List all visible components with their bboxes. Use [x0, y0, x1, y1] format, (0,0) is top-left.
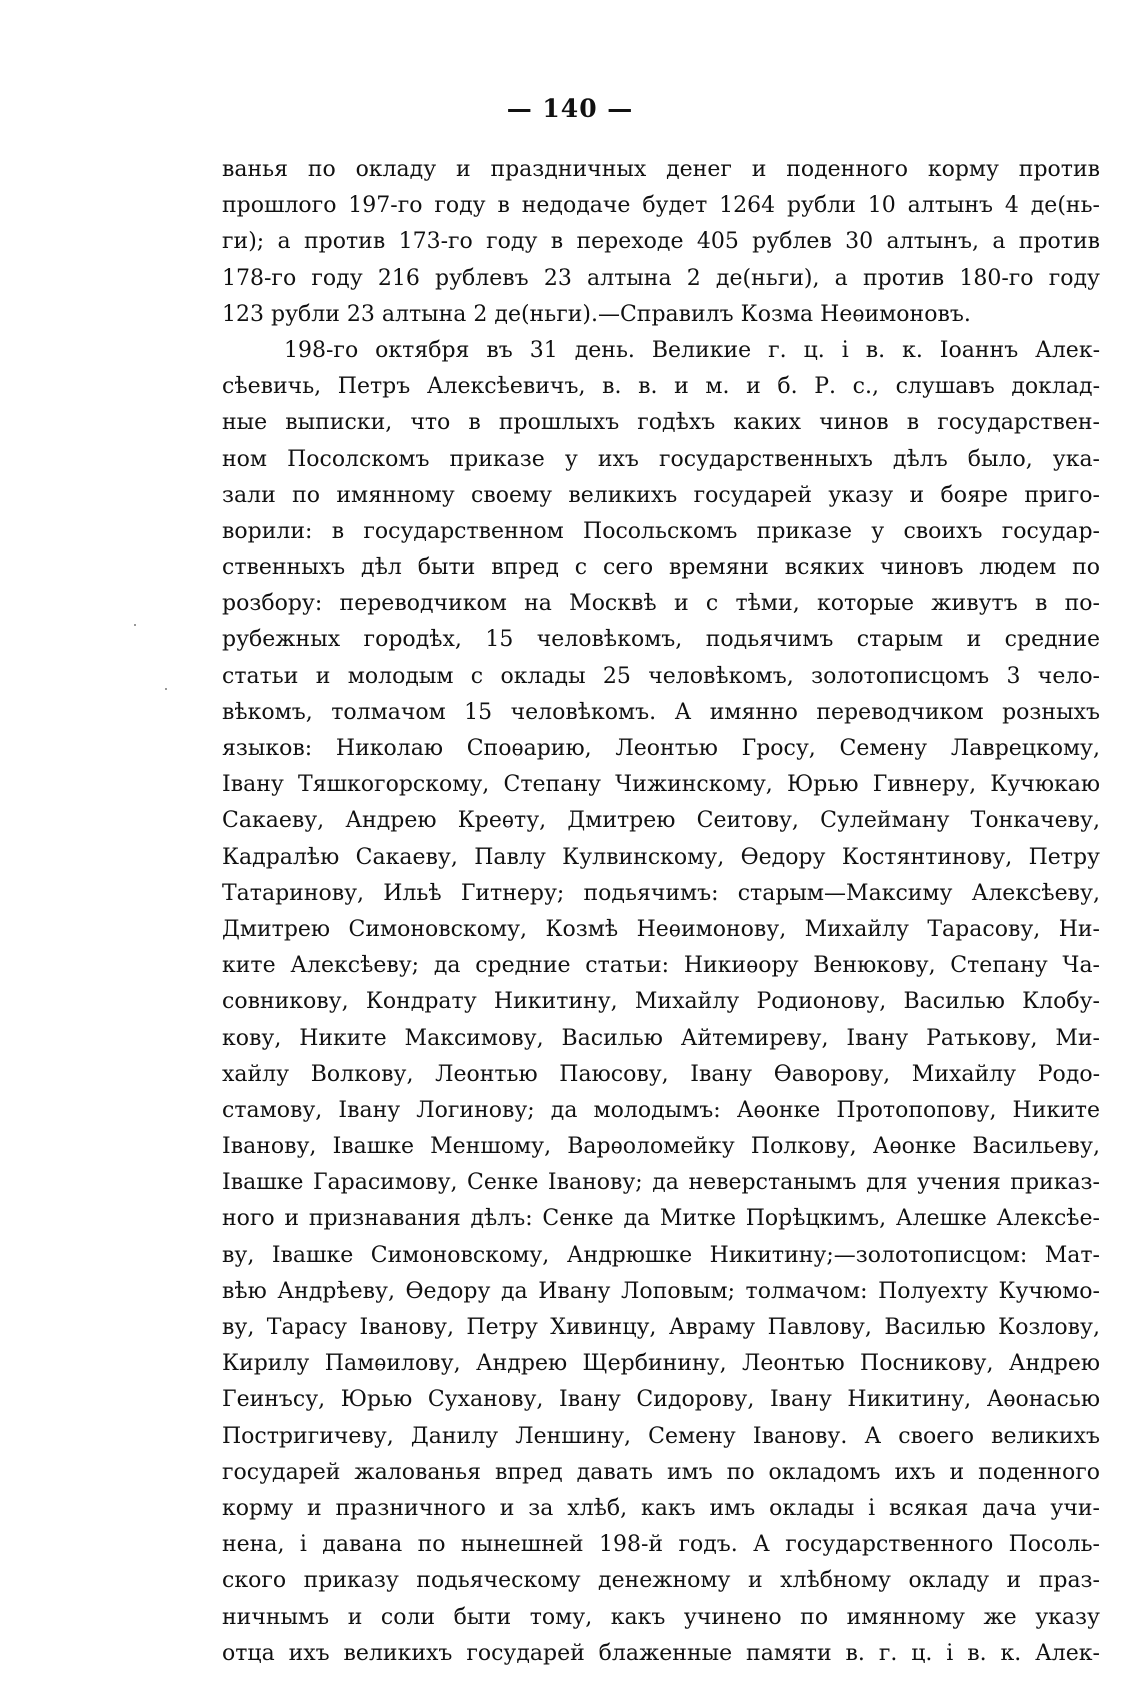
text-line: ного и признавания дѣлъ: Сенке да Митке Порѣцкимъ, Алешке Алексѣе- [222, 1206, 1100, 1232]
text-line: ского приказу подьяческому денежному и хлѣбному окладу и праз- [222, 1568, 1100, 1594]
text-line: стамову, Івану Логинову; да молодымъ: Аѳонке Протопопову, Никите [222, 1097, 1100, 1123]
text-line: рубежных городѣх, 15 человѣкомъ, подьячимъ старым и средние [222, 627, 1100, 653]
margin-speck [165, 688, 167, 690]
text-line: ном Посолскомъ приказе у ихъ государственныхъ дѣлъ было, ука- [222, 446, 1100, 472]
text-line: Татаринову, Ильѣ Гитнеру; подьячимъ: старым—Максиму Алексѣеву, [222, 880, 1100, 906]
text-line: Кадралѣю Сакаеву, Павлу Кулвинскому, Ѳедору Костянтинову, Петру [222, 844, 1100, 870]
paragraph-start-line: 198-го октября въ 31 день. Великие г. ц. і в. к. Іоаннъ Алек- [284, 337, 1100, 363]
text-line: прошлого 197-го году в недодаче будет 1264 рубли 10 алтынъ 4 де(нь- [222, 193, 1100, 219]
text-line: ворили: в государственном Посольскомъ приказе у своихъ государ- [222, 518, 1100, 544]
text-line: Івану Тяшкогорскому, Степану Чижинскому, Юрью Гивнеру, Кучюкаю [222, 772, 1100, 798]
text-line: 123 рубли 23 алтына 2 де(ньги).—Справилъ Козма Неѳимоновъ. [222, 301, 971, 327]
text-line: хайлу Волкову, Леонтью Паюсову, Івану Ѳаворову, Михайлу Родо- [222, 1061, 1100, 1087]
text-line: 178-го году 216 рублевъ 23 алтына 2 де(ньги), а против 180-го году [222, 265, 1100, 291]
text-line: Дмитрею Симоновскому, Козмѣ Неѳимонову, Михайлу Тарасову, Ни- [222, 916, 1100, 942]
body-text [222, 152, 1100, 1672]
text-line: Івашке Гарасимову, Сенке Іванову; да неверстанымъ для учения приказ- [222, 1170, 1100, 1196]
text-line: ги); а против 173-го году в переходе 405 рублев 30 алтынъ, а против [222, 229, 1100, 255]
text-line: вѣю Андрѣеву, Ѳедору да Ивану Лоповым; толмачом: Полуехту Кучюмо- [222, 1278, 1100, 1304]
text-line: нена, і давана по нынешней 198-й годъ. А государственного Посоль- [222, 1532, 1100, 1558]
text-line: государей жалованья впред давать имъ по окладомъ ихъ и поденного [222, 1459, 1100, 1485]
text-line: Іванову, Івашке Меншому, Варѳоломейку Полкову, Аѳонке Васильеву, [222, 1134, 1100, 1160]
text-line: розбору: переводчиком на Москвѣ и с тѣми, которые живутъ в по- [222, 591, 1100, 617]
text-line: совникову, Кондрату Никитину, Михайлу Родионову, Василью Клобу- [222, 989, 1100, 1015]
text-line: ките Алексѣеву; да средние статьи: Никиѳору Венюкову, Степану Ча- [222, 953, 1100, 979]
text-line: Постригичеву, Данилу Леншину, Семену Іванову. А своего великихъ [222, 1423, 1100, 1449]
text-line: зали по имянному своему великихъ государей указу и бояре приго- [222, 482, 1100, 508]
text-line: Кирилу Памѳилову, Андрею Щербинину, Леонтью Посникову, Андрею [222, 1351, 1100, 1377]
text-line: ву, Івашке Симоновскому, Андрюшке Никитину;—золотописцом: Мат- [222, 1242, 1100, 1268]
page-number: — 140 — [506, 94, 634, 123]
text-line: Геинъсу, Юрью Суханову, Івану Сидорову, Івану Никитину, Аѳонасью [222, 1387, 1100, 1413]
text-line: ственныхъ дѣл быти впред с сего времяни всяких чиновъ людем по [222, 555, 1100, 581]
text-line: языков: Николаю Споѳарию, Леонтью Гросу, Семену Лаврецкому, [222, 736, 1100, 761]
text-line: статьи и молодым с оклады 25 человѣкомъ, золотописцомъ 3 чело- [222, 663, 1100, 689]
text-line: ничнымъ и соли быти тому, какъ учинено по имянному же указу [222, 1604, 1100, 1630]
text-line: корму и празничного и за хлѣб, какъ имъ оклады і всякая дача учи- [222, 1495, 1100, 1521]
text-line: кову, Никите Максимову, Василью Айтемиреву, Івану Ратькову, Ми- [222, 1025, 1100, 1051]
text-line: Сакаеву, Андрею Креѳту, Дмитрею Сеитову, Сулейману Тонкачеву, [222, 808, 1100, 834]
text-line: отца ихъ великихъ государей блаженные памяти в. г. ц. і в. к. Алек- [222, 1640, 1100, 1666]
text-line: ву, Тарасу Іванову, Петру Хивинцу, Авраму Павлову, Василью Козлову, [222, 1315, 1100, 1340]
text-line: вѣкомъ, толмачом 15 человѣкомъ. А имянно переводчиком розныхъ [222, 699, 1100, 725]
text-line: сѣевичь, Петръ Алексѣевичъ, в. в. и м. и б. Р. с., слушавъ доклад- [222, 374, 1100, 400]
margin-speck [134, 624, 136, 626]
text-line: ные выписки, что в прошлыхъ годѣхъ каких чинов в государствен- [222, 410, 1100, 436]
text-line: ванья по окладу и праздничных денег и поденного корму против [222, 157, 1100, 182]
